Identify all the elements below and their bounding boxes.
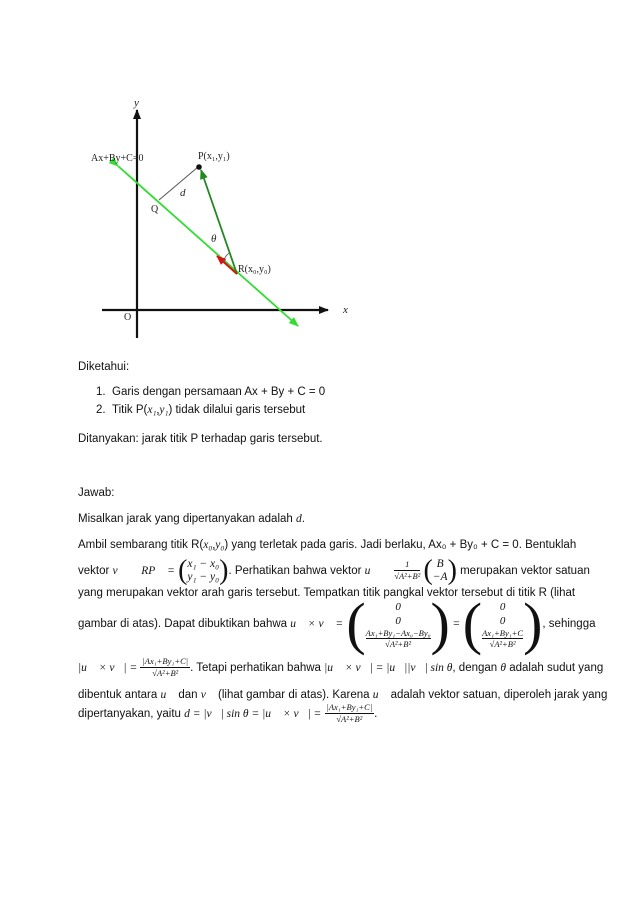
- paragraph-line: vektor v⃗ ≝ RP⃗ = ( x₁ − x₀ y₁ − y₀ ). Perhatikan bahwa vektor u⃗ ≝ $\frac{1}{\text{√A²+B²}}$ ( B −A ) merupakan vektor satuan: [78, 554, 590, 586]
- distance-segment-d: [159, 167, 198, 200]
- paragraph-line: |u⃗ × v⃗| = $\frac{\text{|Ax₁+By₁+C|}}{\text{√A²+B²}}$ . Tetapi perhatikan bahwa |u⃗ × v⃗| = |u⃗||v⃗| sin θ, dengan θ adalah sudut yang: [78, 656, 604, 679]
- label-distance-d: d: [180, 187, 186, 199]
- label-line-equation: Ax+By+C=0: [91, 153, 144, 164]
- list-number: 2.: [96, 404, 106, 416]
- paragraph-line: Ambil sembarang titik R(x₀,y₀) yang terletak pada garis. Jadi berlaku, Ax₀ + By₀ + C = 0. Bentuklah: [78, 539, 577, 551]
- label-x: x: [343, 304, 348, 316]
- list-text: ) tidak dilalui garis tersebut: [168, 404, 306, 416]
- jawab-heading: Jawab:: [78, 487, 115, 499]
- label-angle-theta: θ: [211, 233, 217, 245]
- paragraph-line: dibentuk antara u⃗ dan v⃗ (lihat gambar di atas). Karena u⃗ adalah vektor satuan, diperoleh jarak yang: [78, 689, 608, 701]
- label-point-p: P(x₁,y₁): [198, 151, 230, 162]
- list-item: [96, 404, 305, 416]
- label-origin: O: [124, 312, 132, 323]
- paragraph-line: dipertanyakan, yaitu d = |v⃗| sin θ = |u⃗ × v⃗| = $\frac{\text{|Ax₁+By₁+C|}}{\text{√A²+B²}}$ .: [78, 702, 378, 725]
- paragraph-line: yang merupakan vektor arah garis tersebut. Tempatkan titik pangkal vektor tersebut di titik R (lihat: [78, 587, 576, 599]
- list-math: x₁,y₁: [147, 404, 169, 416]
- point-p: [196, 164, 202, 170]
- geometry-figure: [60, 88, 360, 353]
- label-point-r: R(x₀,y₀): [238, 264, 271, 275]
- list-text: Garis dengan persamaan Ax + By + C = 0: [112, 386, 326, 398]
- list-item: [96, 386, 325, 398]
- paragraph-line: Misalkan jarak yang dipertanyakan adalah d.: [78, 513, 305, 525]
- label-point-q: Q: [151, 204, 159, 215]
- diketahui-heading: Diketahui:: [78, 361, 130, 373]
- ditanyakan-text: Ditanyakan: jarak titik P terhadap garis tersebut.: [78, 433, 323, 445]
- list-number: 1.: [96, 386, 106, 398]
- list-text: Titik P(: [112, 404, 148, 416]
- paragraph-line: gambar di atas). Dapat dibuktikan bahwa u⃗ × v⃗ = ( 0 0 Ax₁+By₁−Ax₀−By₀ √A²+B² ) = ( 0 0 Ax₁+By₁+C √A²+B² ), sehingga: [78, 591, 596, 656]
- label-y: y: [134, 97, 139, 109]
